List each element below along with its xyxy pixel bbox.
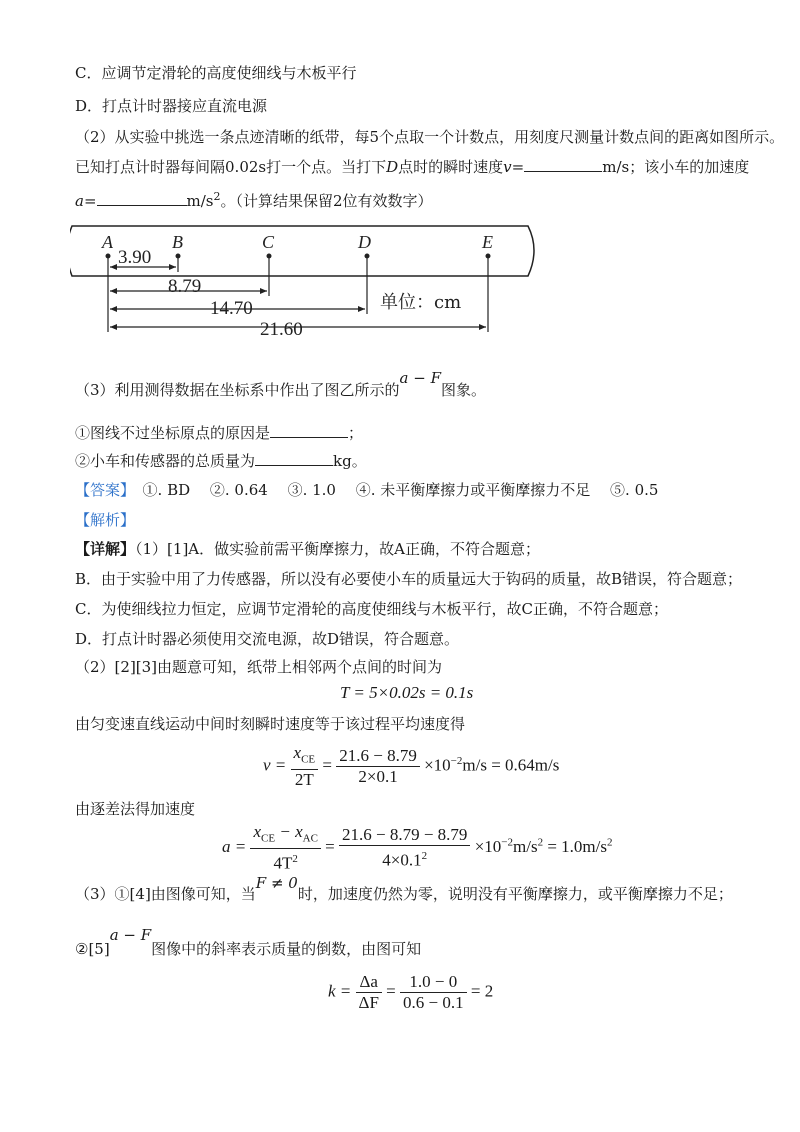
tape-distance-ae: 21.60 bbox=[260, 319, 303, 340]
option-d: D．打点计时器接应直流电源 bbox=[75, 97, 268, 115]
detail-line-5: （2）[2][3]由题意可知，纸带上相邻两个点间的时间为 bbox=[75, 658, 443, 676]
tape-label-b: B bbox=[172, 232, 183, 252]
detail-line-8: （3）①[4]由图像可知，当F ≠ 0时，加速度仍然为零，说明没有平衡摩擦力，或平衡摩擦力不足； bbox=[75, 874, 733, 903]
option-c: C．应调节定滑轮的高度使细线与木板平行 bbox=[75, 64, 357, 82]
analysis-tag: 【解析】 bbox=[75, 511, 136, 529]
detail-line-1: 【详解】（1）[1]A．做实验前需平衡摩擦力，故A正确，不符合题意； bbox=[75, 540, 540, 558]
paper-tape-figure bbox=[70, 220, 540, 345]
detail-line-4: D．打点计时器必须使用交流电源，故D错误，符合题意。 bbox=[75, 630, 460, 648]
answer-blank-v[interactable] bbox=[524, 157, 602, 172]
tape-label-d: D bbox=[358, 232, 371, 252]
tape-unit: 单位：cm bbox=[380, 292, 462, 313]
tape-label-e: E bbox=[482, 232, 493, 252]
equation-slope: k = $\frac{\Delta a}{\Delta F}$ = $\frac{1.0 - 0}{0.6 - 0.1}$ = 2 bbox=[328, 972, 494, 1012]
answer-line: 【答案】 ①. BD ②. 0.64 ③. 1.0 ④. 未平衡摩擦力或平衡摩擦力不足 ⑤. 0.5 bbox=[75, 481, 659, 499]
detail-line-7: 由逐差法得加速度 bbox=[75, 800, 196, 818]
detail-line-3: C．为使细线拉力恒定，应调节定滑轮的高度使细线与木板平行，故C正确，不符合题意； bbox=[75, 600, 668, 618]
tape-label-a: A bbox=[102, 232, 113, 252]
equation-velocity: v = $\frac{x_{CE}}{2T}$ = $\frac{21.6 - 8.79}{2\times 0.1}$ $\times 10^{-2}m/s = 0.64m/s$ bbox=[263, 743, 560, 790]
detail-line-2: B．由于实验中用了力传感器，所以没有必要使小车的质量远大于钩码的质量，故B错误，符合题意； bbox=[75, 570, 743, 588]
tape-label-c: C bbox=[262, 232, 275, 252]
answer-blank-reason[interactable] bbox=[270, 423, 348, 438]
equation-period: T = 5×0.02s = 0.1s bbox=[340, 683, 474, 702]
equation-acceleration: a = $\frac{x_{CE} - x_{AC}}{4T^2}$ = $\frac{21.6 - 8.79 - 8.79}{4\times 0.1^2}$ $\times 10^{-2}m/s^2 = 1.0m/s^2$ bbox=[222, 822, 613, 874]
question-2-line3: $a= m/s^2$。（计算结果保留2位有效数字） bbox=[75, 190, 433, 210]
question-3-item2: ②小车和传感器的总质量为 kg。 bbox=[75, 452, 367, 470]
answer-blank-a[interactable] bbox=[97, 191, 187, 206]
question-2-line2: 已知打点计时器每间隔0.02s打一个点。当打下D点时的瞬时速度v= m/s；该小车的加速度 bbox=[75, 158, 750, 176]
tape-distance-ab: 3.90 bbox=[118, 247, 152, 268]
answer-blank-mass[interactable] bbox=[255, 451, 333, 466]
detail-line-6: 由匀变速直线运动中间时刻瞬时速度等于该过程平均速度得 bbox=[75, 715, 466, 733]
question-3-item1: ①图线不过坐标原点的原因是 ； bbox=[75, 424, 364, 442]
tape-distance-ac: 8.79 bbox=[168, 276, 202, 297]
detail-line-9: ②[5]a − F图像中的斜率表示质量的倒数，由图可知 bbox=[75, 926, 422, 958]
tape-distance-ad: 14.70 bbox=[210, 298, 253, 319]
question-2-text: （2）从实验中挑选一条点迹清晰的纸带，每5个点取一个计数点，用刻度尺测量计数点间的距离如图所示。 bbox=[75, 128, 785, 146]
question-3-text: （3）利用测得数据在坐标系中作出了图乙所示的a − F图象。 bbox=[75, 369, 487, 399]
